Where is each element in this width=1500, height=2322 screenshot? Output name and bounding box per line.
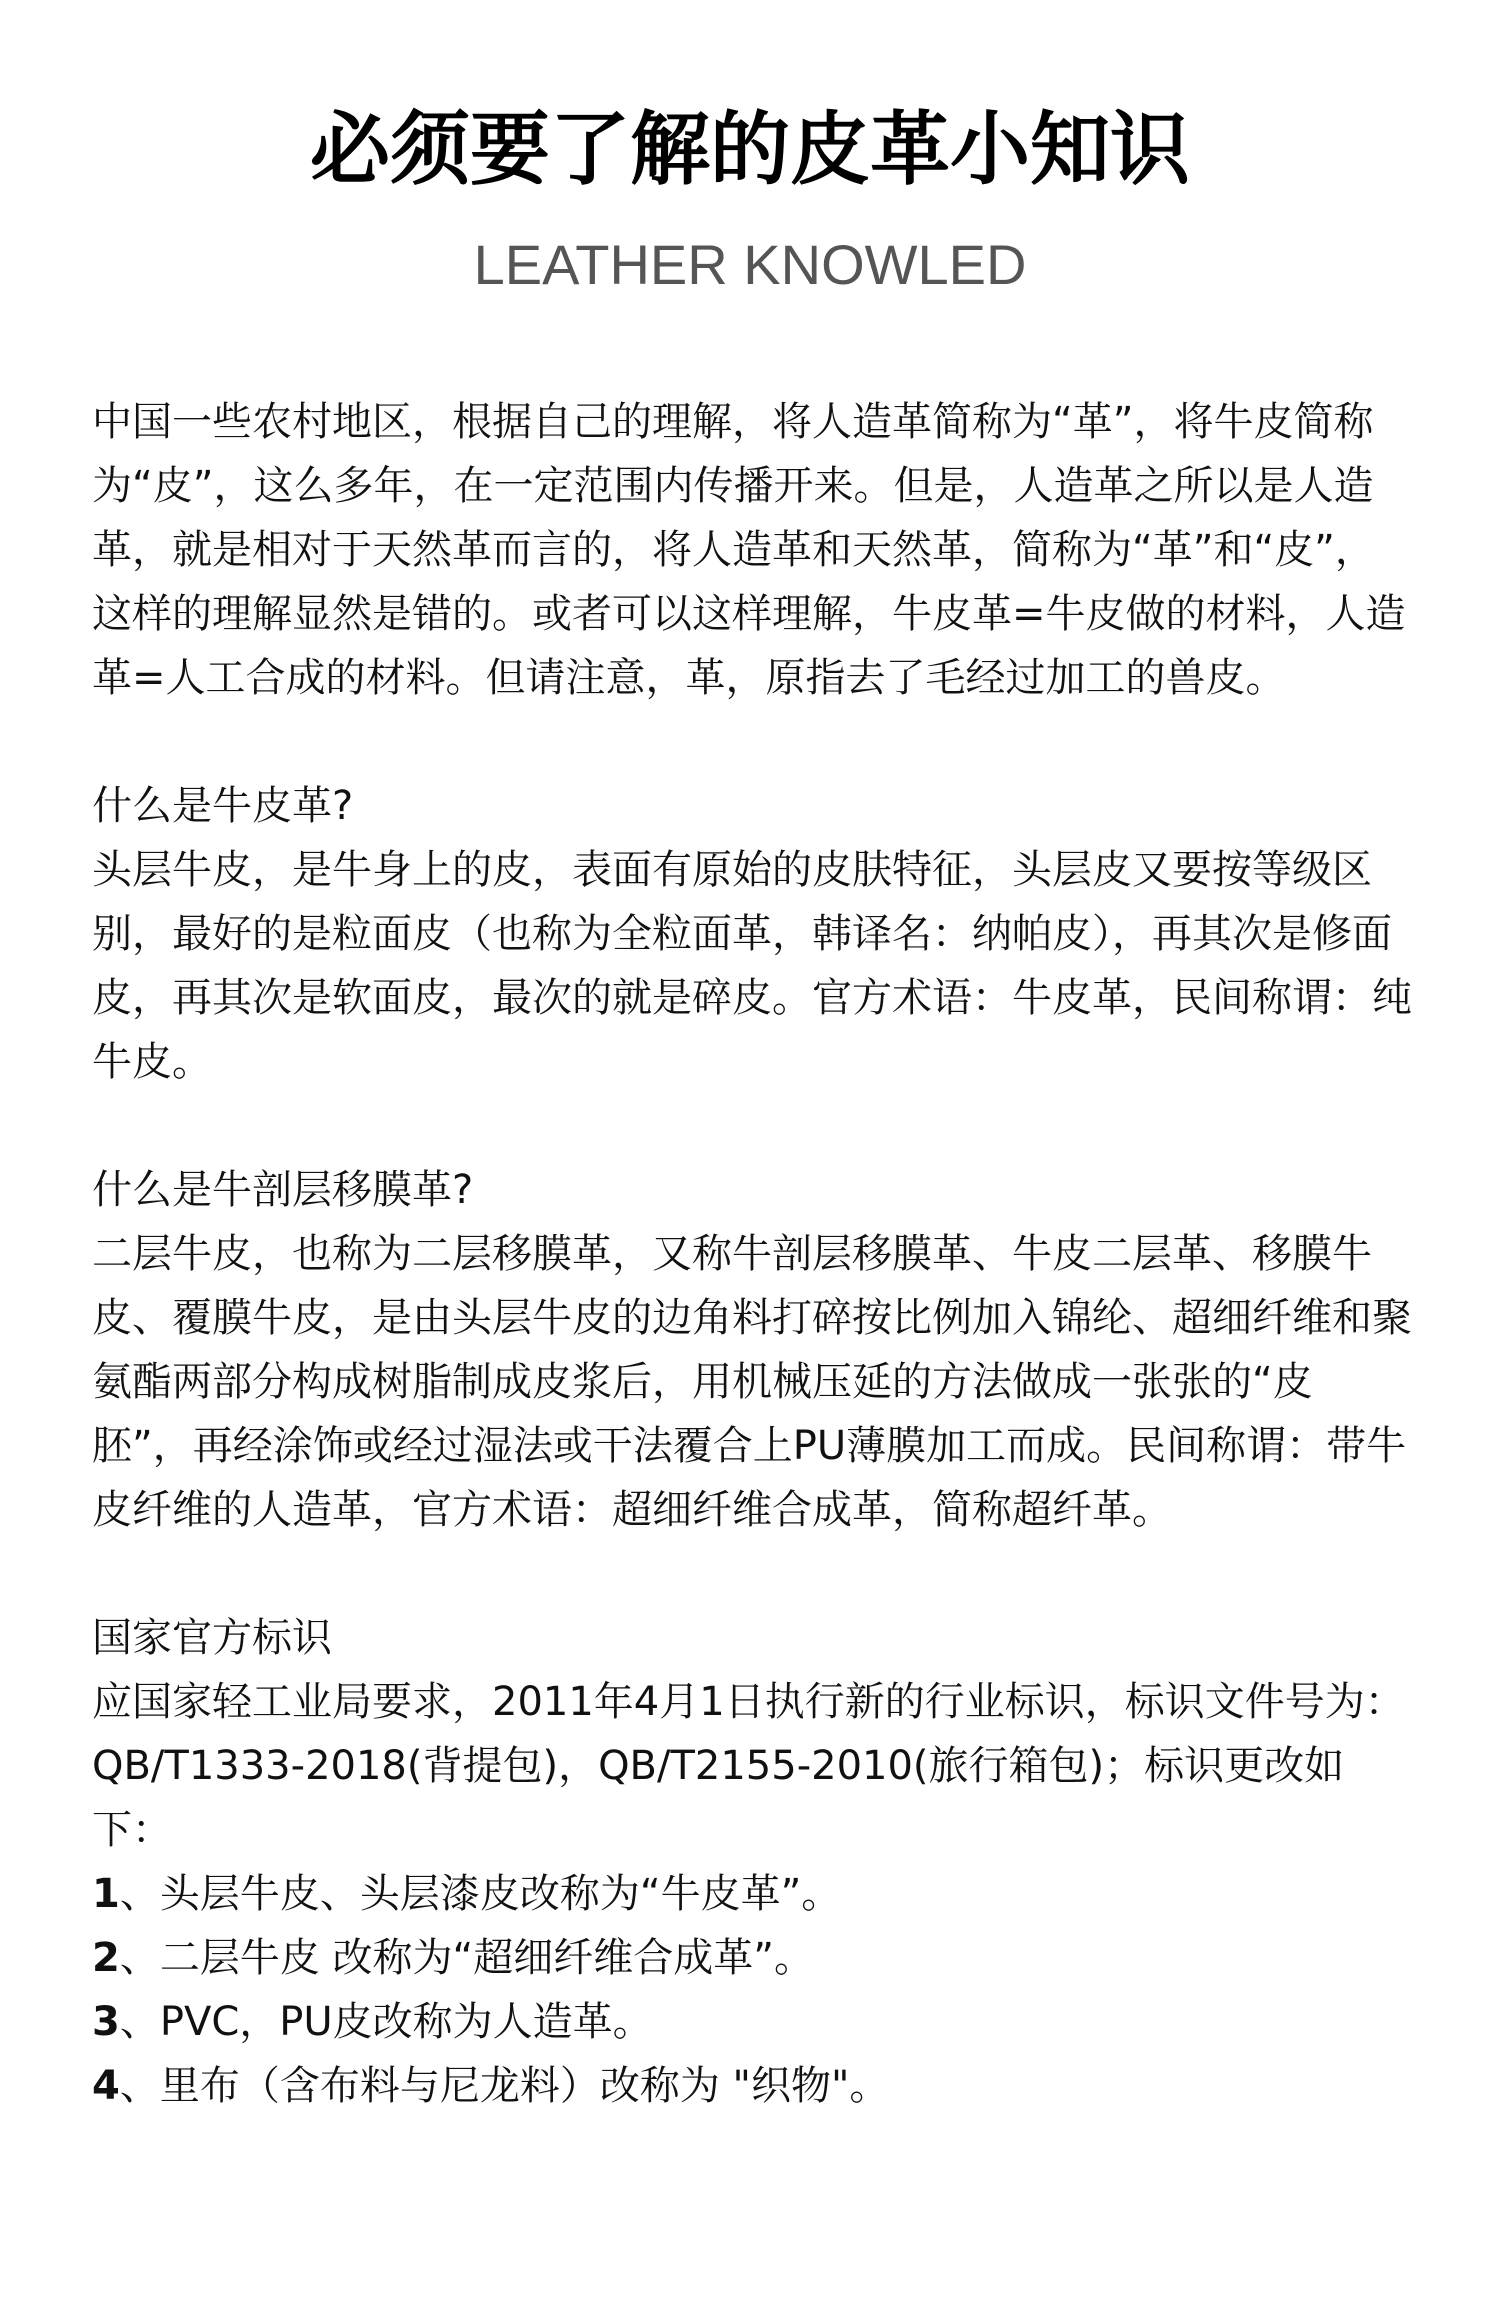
paragraph-spacer — [92, 1542, 1412, 1606]
list-item-text: 、里布（含布料与尼龙料）改称为 "织物"。 — [119, 2063, 890, 2109]
list-item — [92, 1862, 1412, 1926]
paragraph-spacer — [92, 710, 1412, 774]
list-item — [92, 1926, 1412, 1990]
list-item — [92, 1990, 1412, 2054]
section-body-split-leather: 二层牛皮，也称为二层移膜革，又称牛剖层移膜革、牛皮二层革、移膜牛皮、覆膜牛皮，是由头层牛皮的边角料打碎按比例加入锦纶、超细纤维和聚氨酯两部分构成树脂制成皮浆后，用机械压延的方法做成一张张的“皮胚”，再经涂饰或经过湿法或干法覆合上PU薄膜加工而成。民间称谓：带牛皮纤维的人造革，官方术语：超细纤维合成革，简称超纤革。 — [92, 1231, 1412, 1533]
list-item-number: 3 — [92, 1999, 120, 2045]
list-item-number: 2 — [92, 1935, 120, 1981]
intro-paragraph: 中国一些农村地区，根据自己的理解，将人造革简称为“革”，将牛皮简称为“皮”，这么多年，在一定范围内传播开来。但是，人造革之所以是人造革，就是相对于天然革而言的，将人造革和天然革，简称为“革”和“皮”，这样的理解显然是错的。或者可以这样理解，牛皮革=牛皮做的材料，人造革=人工合成的材料。但请注意，革，原指去了毛经过加工的兽皮。 — [92, 399, 1406, 701]
section-body-cowhide: 头层牛皮，是牛身上的皮，表面有原始的皮肤特征，头层皮又要按等级区别，最好的是粒面皮（也称为全粒面革，韩译名：纳帕皮），再其次是修面皮，再其次是软面皮，最次的就是碎皮。官方术语：牛皮革，民间称谓：纯牛皮。 — [92, 847, 1412, 1085]
list-item-text: 、PVC，PU皮改称为人造革。 — [119, 1999, 653, 2045]
section-body-official-labels: 应国家轻工业局要求，2011年4月1日执行新的行业标识，标识文件号为：QB/T1333-2018(背提包)，QB/T2155-2010(旅行箱包)；标识更改如下： — [92, 1679, 1405, 1853]
list-item-number: 1 — [92, 1871, 120, 1917]
section-heading-split-leather: 什么是牛剖层移膜革? — [92, 1167, 474, 1213]
page-title: 必须要了解的皮革小知识 — [310, 103, 1190, 196]
page-subtitle: LEATHER KNOWLED — [473, 233, 1027, 296]
list-item — [92, 2054, 1412, 2118]
article-body — [92, 390, 1412, 2118]
list-item-number: 4 — [92, 2063, 120, 2109]
section-heading-official-labels: 国家官方标识 — [92, 1615, 332, 1661]
list-item-text: 、二层牛皮 改称为“超细纤维合成革”。 — [119, 1935, 815, 1981]
paragraph-spacer — [92, 1094, 1412, 1158]
section-heading-cowhide: 什么是牛皮革? — [92, 783, 354, 829]
list-item-text: 、头层牛皮、头层漆皮改称为“牛皮革”。 — [119, 1871, 842, 1917]
